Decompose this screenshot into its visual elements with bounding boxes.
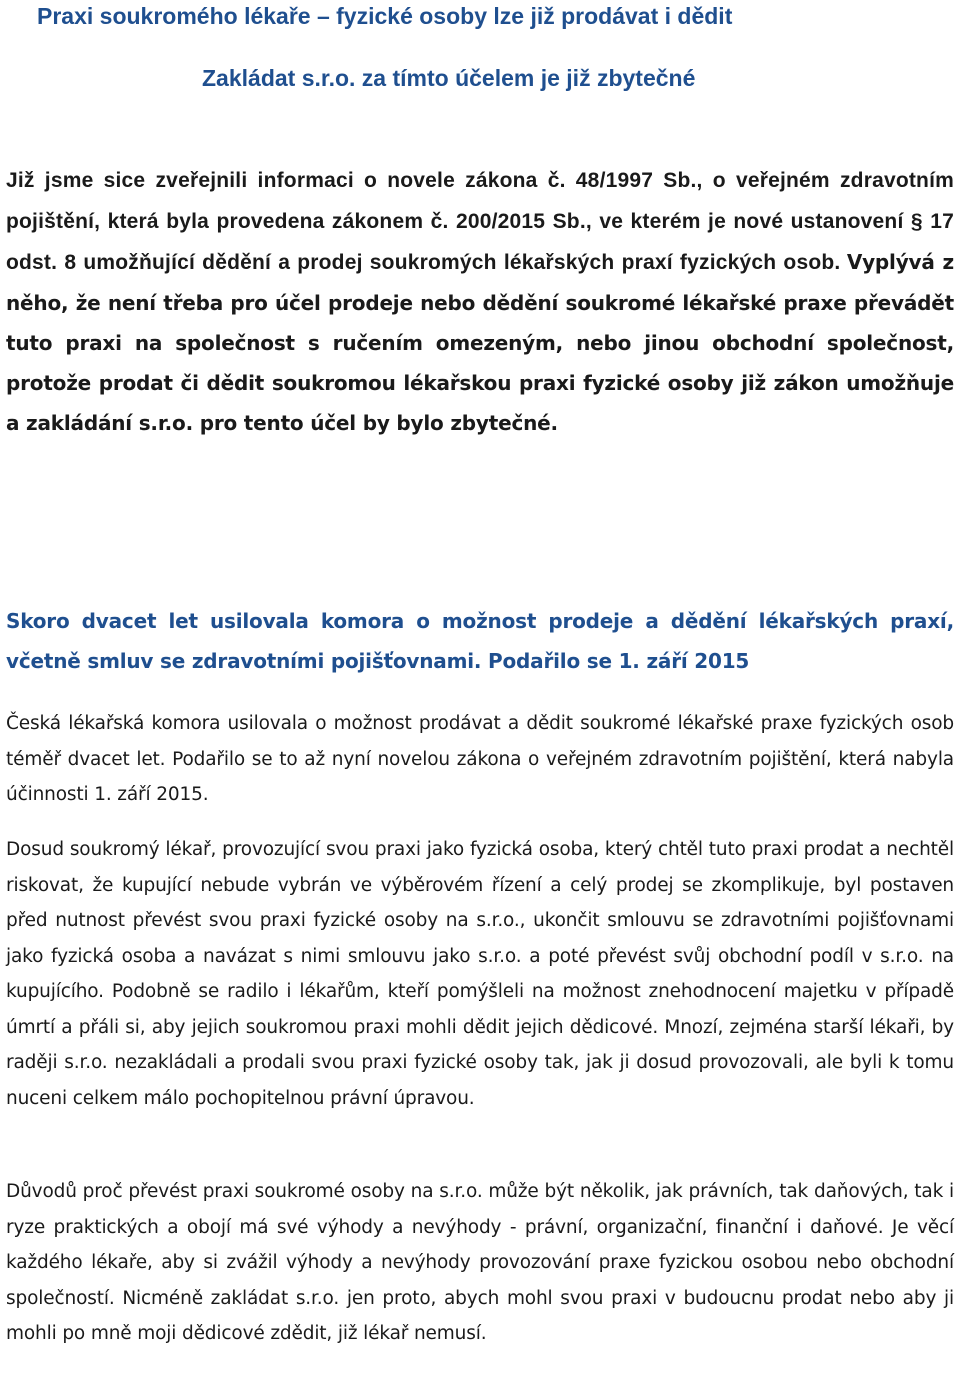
lead-part-2: Vyplývá z něho, že není třeba pro účel prodeje nebo dědění soukromé lékařské praxe převádět tuto praxi na společnost s ručením omezeným, nebo jinou obchodní společnost, protože prodat či dědit soukromou lékařskou praxi fyzické osoby již zákon umožňuje a zakládání s.r.o. pro tento účel by bylo zbytečné.	[6, 250, 954, 435]
lead-part-1: Již jsme sice zveřejnili informaci o novele zákona č. 48/1997 Sb., o veřejném zdravotním pojištění, která byla provedena zákonem č. 200/2015 Sb., ve kterém je nové ustanovení § 17 odst. 8 umožňující dědění a prodej soukromých lékařských praxí fyzických osob.	[6, 169, 954, 274]
document-title: Praxi soukromého lékaře – fyzické osoby lze již prodávat i dědit	[37, 3, 733, 29]
body-paragraph-3: Důvodů proč převést praxi soukromé osoby na s.r.o. může být několik, jak právních, tak daňových, tak i ryze praktických a obojí má své výhody a nevýhody - právní, organizační, finanční i daňové. Je věcí každého lékaře, aby si zvážil výhody a nevýhody provozování praxe fyzickou osobou nebo obchodní společností. Nicméně zakládat s.r.o. jen proto, abych mohl svou praxi v budoucnu prodat nebo aby ji mohli po mně moji dědicové zdědit, již lékař nemusí.	[6, 1181, 954, 1344]
body-paragraph-2: Dosud soukromý lékař, provozující svou praxi jako fyzická osoba, který chtěl tuto praxi prodat a nechtěl riskovat, že kupující nebude vybrán ve výběrovém řízení a celý prodej se zkomplikuje, byl postaven před nutnost převést svou praxi fyzické osoby na s.r.o., ukončit smlouvu se zdravotními pojišťovnami jako fyzická osoba a navázat s nimi smlouvu jako s.r.o. a poté převést svůj obchodní podíl v s.r.o. na kupujícího. Podobně se radilo i lékařům, kteří pomýšleli na možnost znehodnocení majetku v případě úmrtí a přáli si, aby jejich soukromou praxi mohli dědit jejich dědicové. Mnozí, zejména starší lékaři, by raději s.r.o. nezakládali a prodali svou praxi fyzické osoby tak, jak ji dosud provozovali, ale byli k tomu nuceni celkem málo pochopitelnou právní úpravou.	[6, 839, 954, 1109]
body-paragraph-1: Česká lékařská komora usilovala o možnost prodávat a dědit soukromé lékařské praxe fyzických osob téměř dvacet let. Podařilo se to až nyní novelou zákona o veřejném zdravotním pojištění, která nabyla účinnosti 1. září 2015.	[6, 713, 954, 805]
document-subtitle: Zakládat s.r.o. za tímto účelem je již zbytečné	[202, 65, 696, 91]
lead-paragraph	[6, 160, 954, 443]
section-heading: Skoro dvacet let usilovala komora o možnost prodeje a dědění lékařských praxí, včetně smluv se zdravotními pojišťovnami. Podařilo se 1. září 2015	[6, 609, 954, 673]
